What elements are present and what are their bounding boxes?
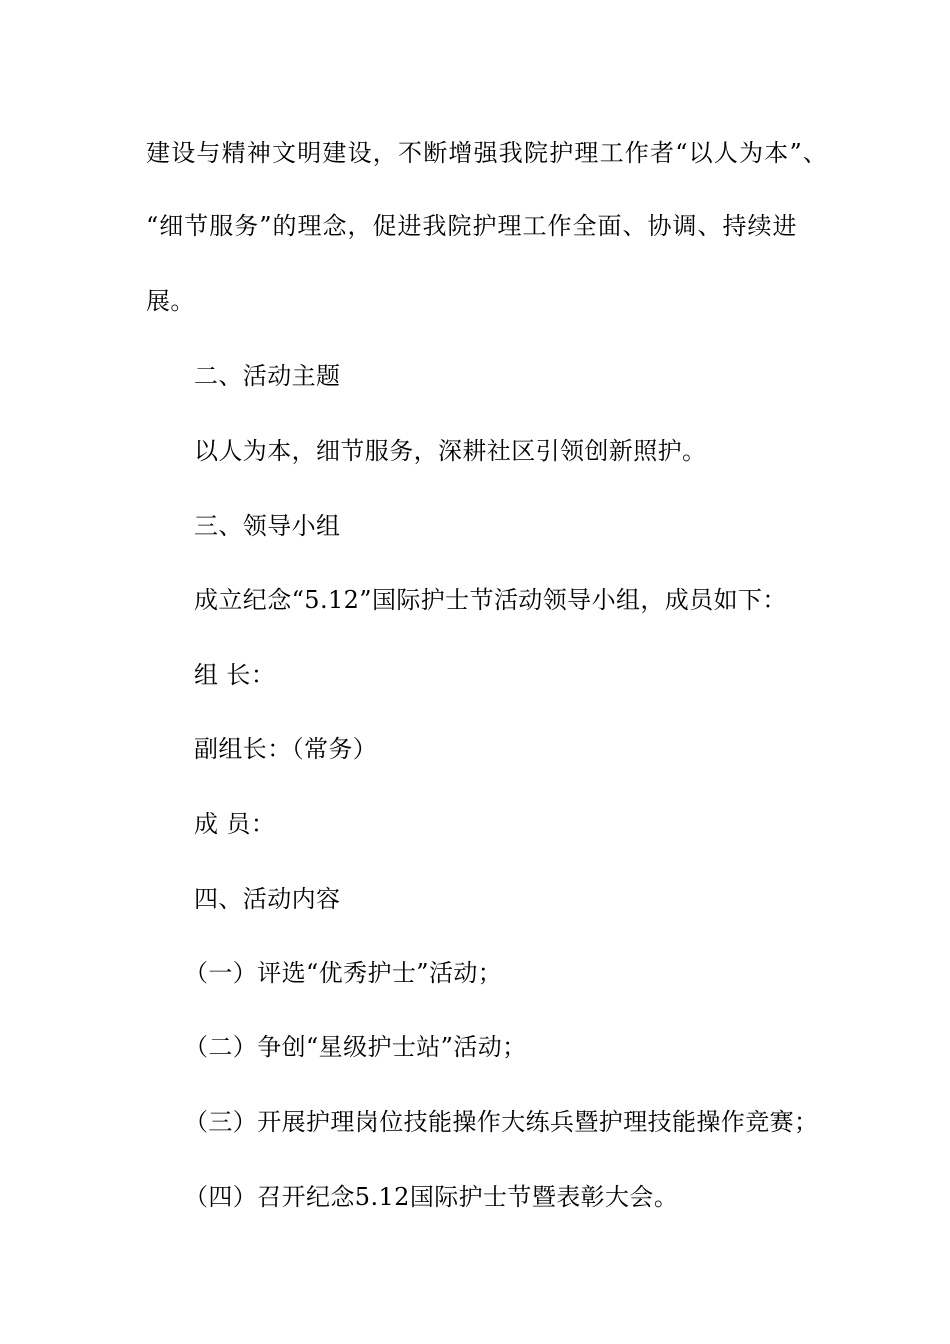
body-text-line: 建设与精神文明建设，不断增强我院护理工作者“以人为本”、 xyxy=(146,139,829,167)
section-heading-leadership: 三、领导小组 xyxy=(194,512,341,540)
members-label: 成 员： xyxy=(194,810,276,838)
leadership-intro-text: 成立纪念“5.12”国际护士节活动领导小组，成员如下： xyxy=(194,586,787,614)
theme-text: 以人为本，细节服务，深耕社区引领创新照护。 xyxy=(194,437,707,465)
activity-item: （二）争创“星级护士站”活动； xyxy=(184,1033,527,1061)
body-text-line: 展。 xyxy=(146,287,195,315)
activity-item: （四）召开纪念5.12国际护士节暨表彰大会。 xyxy=(184,1183,679,1211)
activity-item: （三）开展护理岗位技能操作大练兵暨护理技能操作竞赛； xyxy=(184,1108,819,1136)
section-heading-theme: 二、活动主题 xyxy=(194,362,341,390)
section-heading-activities: 四、活动内容 xyxy=(194,885,341,913)
body-text-line: “细节服务”的理念，促进我院护理工作全面、协调、持续进 xyxy=(146,212,798,240)
activity-item: （一）评选“优秀护士”活动； xyxy=(184,959,503,987)
deputy-leader-label: 副组长：（常务） xyxy=(194,735,378,763)
group-leader-label: 组 长： xyxy=(194,661,276,689)
